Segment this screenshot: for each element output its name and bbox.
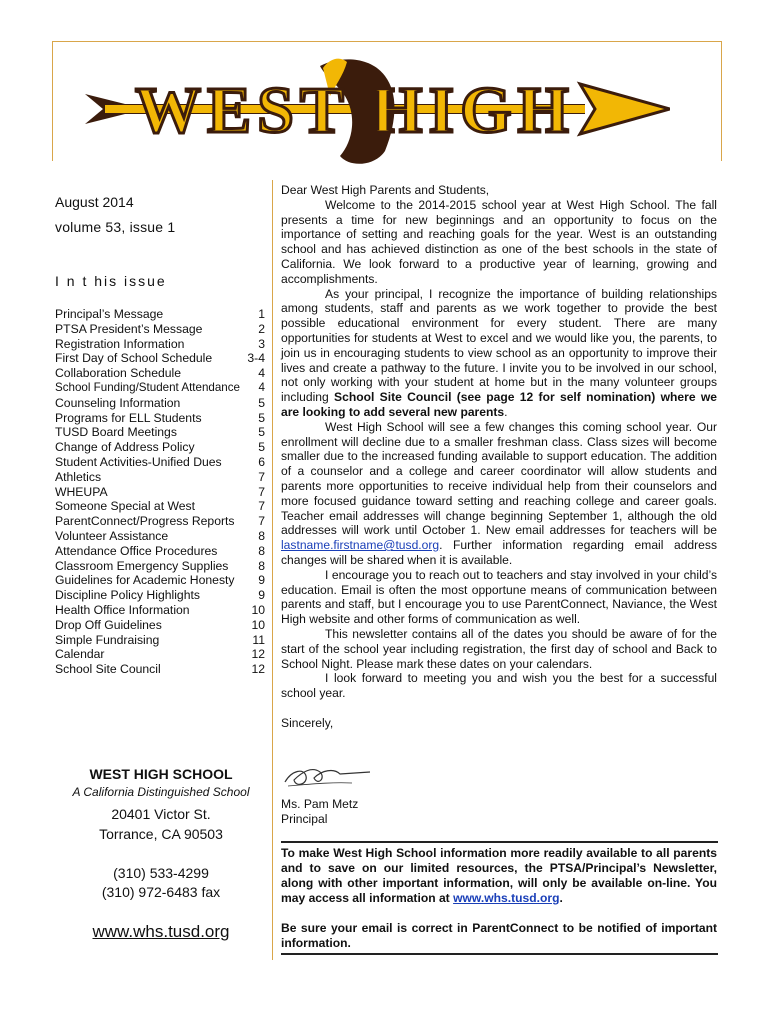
teacher-email-link[interactable]: lastname.firstname@tusd.org	[281, 538, 440, 553]
sidebar	[55, 190, 267, 677]
arrowhead-icon	[580, 84, 670, 134]
school-fax: (310) 972-6483 fax	[101, 884, 221, 900]
website-link[interactable]: www.whs.tusd.org	[453, 891, 560, 905]
letter-paragraph: This newsletter contains all of the dates you should be aware of for the start of the school year including registration, the first day of school and Back to School Night. Please mark these dates on your calendars.	[281, 626, 717, 671]
toc-item[interactable]: Change of Address Policy 5	[55, 440, 265, 455]
toc-item[interactable]: First Day of School Schedule 3-4	[55, 351, 265, 366]
header-frame-right	[721, 41, 722, 161]
school-website-link[interactable]: www.whs.tusd.org	[92, 922, 230, 941]
signature-image	[282, 762, 372, 792]
toc-item[interactable]: Simple Fundraising 11	[55, 632, 265, 647]
toc-item[interactable]: PTSA President’s Message 2	[55, 321, 265, 336]
toc-title: I n t his issue	[55, 273, 167, 289]
school-name: WEST HIGH SCHOOL	[89, 766, 233, 782]
notice-rule-top	[281, 841, 718, 843]
school-tagline: A California Distinguished School	[72, 785, 250, 799]
toc-item[interactable]: Student Activities-Unified Dues 6	[55, 454, 265, 469]
toc-item[interactable]: Drop Off Guidelines 10	[55, 617, 265, 632]
table-of-contents	[55, 307, 267, 677]
logo-text: WEST HIGH	[135, 74, 575, 147]
signer	[281, 797, 358, 827]
toc-item[interactable]: Volunteer Assistance 8	[55, 528, 265, 543]
toc-item[interactable]: School Funding/Student Attendance 4	[55, 380, 265, 394]
toc-item[interactable]: Athletics 7	[55, 469, 265, 484]
issue-date: August 2014	[55, 194, 134, 210]
toc-item[interactable]: Discipline Policy Highlights 9	[55, 588, 265, 603]
principal-letter	[281, 183, 717, 731]
toc-item[interactable]: Collaboration Schedule 4	[55, 366, 265, 381]
toc-item[interactable]: WHEUPA 7	[55, 484, 265, 499]
toc-item[interactable]: Health Office Information 10	[55, 602, 265, 617]
school-phone: (310) 533-4299	[113, 865, 209, 881]
school-street: 20401 Victor St.	[111, 806, 211, 822]
signer-title: Principal	[281, 812, 328, 826]
letter-closing: Sincerely,	[281, 715, 334, 730]
school-city: Torrance, CA 90503	[99, 826, 223, 842]
toc-item[interactable]: TUSD Board Meetings 5	[55, 425, 265, 440]
notice-paragraph: Be sure your email is correct in ParentConnect to be notified of important information.	[281, 921, 717, 950]
letter-paragraph: Welcome to the 2014-2015 school year at West High School. The fall presents a time for new beginnings and an opportunity to focus on the importance of setting and reaching goals for the year. West is an outstanding school and has achieved distinction as one of the best schools in the state of California. We look forward to a productive year of learning, growing and accomplishments.	[281, 197, 717, 286]
toc-item[interactable]: Programs for ELL Students 5	[55, 410, 265, 425]
toc-item[interactable]: Registration Information 3	[55, 336, 265, 351]
toc-item[interactable]: Someone Special at West 7	[55, 499, 265, 514]
header-frame-top	[52, 41, 722, 42]
letter-paragraph: As your principal, I recognize the importance of building relationships among students, staff and parents as we work together to provide the best possible educational environment for every student. There are many opportunities for students at West to excel and we would like you, the parents, to join us in encouraging students to view school as an opportunity to improve their lives and create a pathway to the future. I invite you to be involved in our school, not only working with your student at home but in the many volunteer groups including School Site Council (see page 12 for self nomination) where we are looking to add several new parents.	[281, 286, 717, 419]
letter-paragraph: I encourage you to reach out to teachers and stay involved in your child’s education. Email is often the most opportune means of communication between parents and staff, but I encourage you to use ParentConnect, Naviance, the West High website and other forms of communication as well.	[281, 567, 717, 627]
signer-name: Ms. Pam Metz	[281, 797, 359, 811]
letter-paragraph: West High School will see a few changes this coming school year. Our enrollment will decline due to a smaller freshman class. Class sizes will become smaller due to the increased funding available to support education. The addition of a counselor and a college and career coordinator will allow students and parents more opportunities to receive individual help from their counselors and more focused guidance toward setting and reaching college and career goals. Teacher email addresses will change beginning September 1, although the old addresses will work until October 1. New email addresses for teachers will be lastname.firstname@tusd.org. Further information regarding email address changes will be shared when it is available.	[281, 419, 717, 567]
west-high-logo	[85, 56, 670, 171]
notice-paragraph: To make West High School information more readily available to all parents and to save on our limited resources, the PTSA/Principal’s Newsletter, along with other important information, will only be available on-line. You may access all information at www.whs.tusd.org.	[281, 846, 717, 905]
toc-item[interactable]: Attendance Office Procedures 8	[55, 543, 265, 558]
toc-item[interactable]: School Site Council 12	[55, 662, 265, 677]
toc-item[interactable]: Classroom Emergency Supplies 8	[55, 558, 265, 573]
toc-item[interactable]: Principal’s Message 1	[55, 307, 265, 321]
toc-item[interactable]: Counseling Information 5	[55, 395, 265, 410]
issue-volume: volume 53, issue 1	[55, 219, 176, 235]
header-frame-left	[52, 41, 53, 161]
letter-paragraph: I look forward to meeting you and wish you the best for a successful school year.	[281, 671, 717, 701]
toc-item[interactable]: ParentConnect/Progress Reports 7	[55, 514, 265, 529]
online-notice	[281, 846, 717, 951]
notice-rule-bottom	[281, 953, 718, 955]
letter-greeting: Dear West High Parents and Students,	[281, 183, 490, 197]
toc-item[interactable]: Guidelines for Academic Honesty 9	[55, 573, 265, 588]
school-contact	[55, 766, 267, 942]
column-divider	[272, 180, 273, 960]
toc-item[interactable]: Calendar 12	[55, 647, 265, 662]
